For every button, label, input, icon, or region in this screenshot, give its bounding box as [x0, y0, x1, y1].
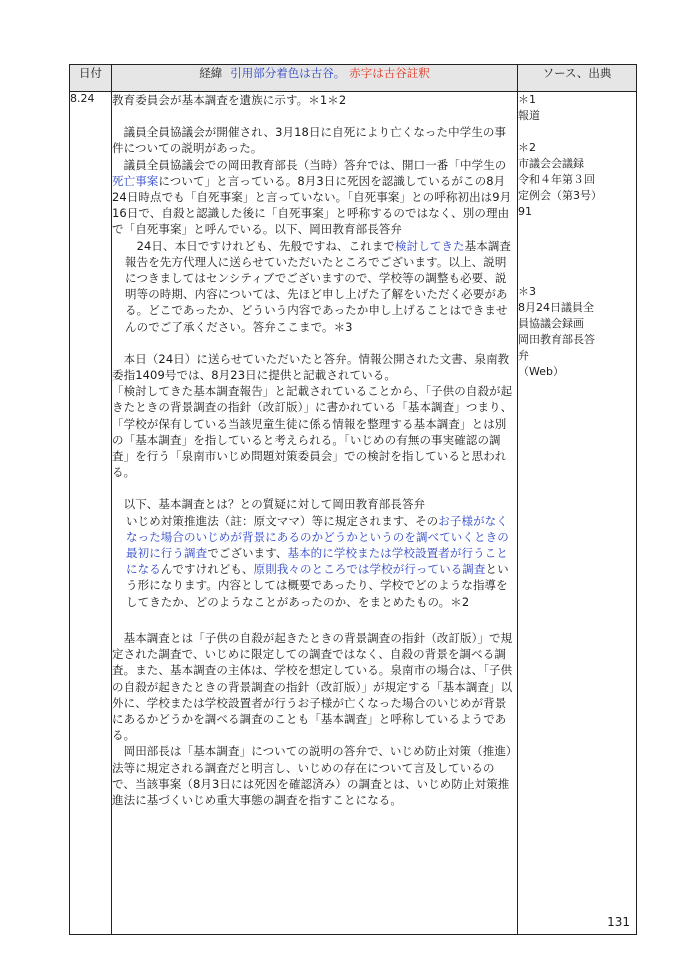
page-number: 131 — [607, 915, 630, 929]
quote-1: 24日、本日ですけれども、先般ですね、これまで検討してきた基本調査報告を先方代理人に送らせていただいたところでございます。以上、説明につきましてはセンシティブでございますので、学校等の調整も必要、説明等の時期、内容については、先ほど申し上げた了解をいただく必要がある。どこであったか、どういう内容であったか申し上げることはできませんのでご了承ください。答弁ここまで。＊3 — [125, 238, 512, 334]
header-note-red: 赤字は古谷註釈 — [349, 66, 430, 80]
quote-1-highlight: 検討してきた — [395, 238, 465, 253]
para-2-highlight: 死亡事案 — [112, 173, 159, 188]
header-date: 日付 — [70, 65, 112, 92]
table-header-row — [70, 65, 637, 92]
para-3: 本日（24日）に送らせていただいたと答弁。情報公開された文書、泉南教委指1409号では、8月23日に提供と記載されている。 「検討してきた基本調査報告」と記載されていることから、「子供の自殺が起きたときの背景調査の指針（改訂版）」に書かれている「基本調査」つまり、「学校が保有している当該児童生徒に係る情報を整理する基本調査」とは別の「基本調査」を指していると考えられる。「いじめの有無の事実確認の調査」を行う「泉南市いじめ問題対策委員会」での検討を指していると思われる。 — [112, 351, 513, 480]
para-2: 議員全員協議会が開催され、3月18日に自死により亡くなった中学生の事件についての説明があった。 議員全員協議会での岡田教育部長（当時）答弁では、開口一番「中学生の死亡事案について」と言っている。8月3日に死因を認識しているがこの8月24日時点でも「自死事案」と言っていない。「自死事案」との呼称初出は9月16日で、自殺と認識した後に「自死事案」と呼称するのではなく、別の理由で「自死事案」と呼んでいる。以下、岡田教育部長答弁 — [112, 125, 512, 237]
para-4: 以下、基本調査とは？との質疑に対して岡田教育部長答弁 — [112, 497, 426, 512]
row-content — [112, 92, 518, 935]
header-middle — [112, 65, 518, 92]
table-row — [70, 92, 637, 935]
row-sources — [518, 92, 637, 935]
source-1: ＊1 報道 — [518, 93, 540, 122]
source-3: ＊3 8月24日議員全 員協議会録画 岡田教育部長答 弁 （Web） — [518, 285, 595, 378]
header-source: ソース、出典 — [518, 65, 637, 92]
para-5: 基本調査とは「子供の自殺が起きたときの背景調査の指針（改訂版）」で規定された調査で、いじめに限定しての調査ではなく、自殺の背景を調べる調査。また、基本調査の主体は、学校を想定している。泉南市の場合は、「子供の自殺が起きたときの背景調査の指針（改訂版）」が規定する「基本調査」以外に、学校または学校設置者が行うお子様が亡くなった場合のいじめが背景にあるかどうかを調べる調査のことも「基本調査」と呼称しているようである。 岡田部長は「基本調査」についての説明の答弁で、いじめ防止対策（推進）法等に規定される調査だと明言し、いじめの存在について言及しているので、当該事案（8月3日には死因を確認済み）の調査とは、いじめ防止対策推進法に基づくいじめ重大事態の調査を指すことになる。 — [112, 630, 513, 807]
quote-2: いじめ対策推進法（註：原文ママ）等に規定されます、そのお子様がなくなった場合のいじめが背景にあるのかどうかというのを調べていくときの最初に行う調査でございます、基本的に学校または学校設置者が行うことになるんですけれども、原則我々のところでは学校が行っている調査という形になります。内容としては概要であったり、学校でどのような指導をしてきたか、どのようなことがあったのか、をまとめたもの。＊2 — [126, 513, 509, 609]
quote-2-highlight-3: 原則我々のところでは学校が行っている調査 — [253, 562, 486, 577]
header-middle-title: 経緯 — [199, 66, 223, 80]
para-1: 教育委員会が基本調査を遺族に示す。＊1＊2 — [112, 93, 347, 107]
header-note-blue: 引用部分着色は古谷。 — [230, 66, 346, 80]
quote-2-highlight-1: お子様がなくなった場合のいじめが背景にあるのかどうかというのを調べていくときの最初に行う調査 — [126, 513, 509, 561]
chronology-table — [69, 64, 637, 935]
row-date: 8.24 — [70, 92, 112, 935]
source-2: ＊2 市議会会議録 令和４年第３回 定例会（第3号） 91 — [518, 141, 602, 218]
quote-2-highlight-2: 基本的に学校または学校設置者が行うことになる — [126, 546, 508, 577]
